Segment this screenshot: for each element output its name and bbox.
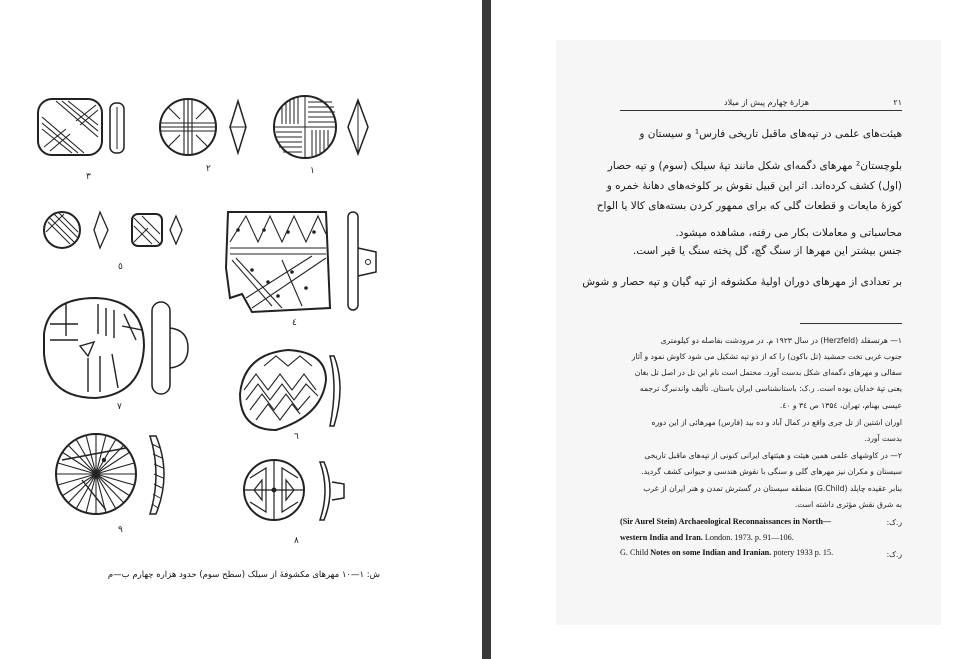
reference-title: Notes on some Indian and Iranian. — [650, 548, 772, 557]
footnote-line: سیستان و مکران نیز مهرهای گلی و سنگی با نقوش هندسی و حیوانی کشف گردید. — [641, 467, 902, 476]
footnote-line: بدست آورد. — [864, 434, 902, 443]
seal-7-drawing — [38, 294, 198, 404]
footnote-line: عیسی بهنام، تهران، ۱۳۵٤ ص ۳٤ و ٤٠. — [779, 401, 902, 410]
figure-number-6: ٦ — [294, 432, 299, 442]
reference-line-1 — [620, 517, 831, 526]
paragraph-line: بر تعدادی از مهرهای دوران اولیهٔ مکشوفه از تپه گیان و تپه حصار و شوش — [582, 276, 902, 288]
running-header — [620, 98, 902, 111]
running-title: هزارهٔ چهارم پیش از میلاد — [724, 98, 809, 107]
seal-2-drawing — [158, 97, 253, 159]
reference-author: G. Child — [620, 548, 651, 557]
seal-9-drawing — [52, 430, 192, 522]
reference-title: western India and Iran. — [620, 533, 703, 542]
figure-number-5: ٥ — [118, 262, 123, 272]
footnote-line: بنابر عقیده چایلد (G.Child) منطقه سیستان در گسترش تمدن و هنر ایران از غرب — [643, 484, 902, 493]
figure-number-4: ٤ — [292, 318, 297, 328]
paragraph-line: بلوچستان² مهرهای دگمه‌ای شکل مانند تپهٔ سیلک (سوم) و تپه حصار — [607, 160, 902, 172]
seal-6-drawing — [234, 346, 354, 436]
figure-number-9: ٩ — [118, 525, 123, 535]
footnote-line: سفالی و مهرهای دگمه‌ای شکل بدست آورد. محتمل است نام این تل در اصل تل بغان — [634, 368, 902, 377]
footnote-line: به شرق نقش مؤثری داشته است. — [794, 500, 902, 509]
page-number: ٢١ — [893, 98, 902, 107]
reference-details: potery 1933 p. 15. — [771, 548, 834, 557]
reference-details: London. 1973. p. 91—106. — [702, 533, 794, 542]
reference-rk-2: ر.ک: — [886, 550, 902, 559]
footnote-line: ۲— در کاوشهای علمی همین هیئت و هیئتهای ایرانی کنونی از تپه‌های ماقبل تاریخی — [644, 451, 902, 460]
paragraph-line: جنس بیشتر این مهرها از سنگ گچ، گل پخته سنگ یا قیر است. — [632, 245, 902, 257]
figure-number-1: ١ — [310, 166, 315, 176]
reference-rk-1: ر.ک: — [886, 518, 902, 527]
paragraph-line: محاسباتی و معاملات بکار می رفته، مشاهده میشود. — [675, 227, 902, 239]
figure-number-8: ٨ — [294, 536, 299, 546]
paragraph-line: (اول) کشف کرده‌اند. اثر این قبیل نقوش بر کلوخه‌های دهانهٔ خمره و — [606, 180, 902, 192]
reference-line-2 — [620, 533, 794, 542]
seal-5-drawing — [42, 206, 187, 256]
figure-number-7: ٧ — [117, 402, 122, 412]
reference-line-3 — [620, 548, 833, 557]
left-page — [0, 0, 482, 659]
seal-3-drawing — [36, 97, 126, 159]
footnote-line: اوران اشتین از تل جری واقع در کمال آباد و ده بید (فارس) مهرهائی از این دوره — [651, 418, 902, 427]
reference-title: (Sir Aurel Stein) Archaeological Reconnaissances in North— — [620, 517, 832, 526]
footnote-line: جنوب غربی تخت جمشید (تل باکون) را که از دو تپه تشکیل می شود کاوش نمود و آثار — [631, 352, 902, 361]
figure-number-3: ٣ — [86, 172, 91, 182]
footnote-rule — [800, 323, 902, 324]
figure-caption: ش: ١—١٠ مهرهای مکشوفهٔ از سیلک (سطح سوم) حدود هزاره چهارم ب—م — [107, 570, 380, 580]
seal-4-drawing — [222, 208, 382, 318]
page-gutter — [482, 0, 491, 659]
footnote-line: ۱— هرتسفلد (Herzfeld) در سال ۱۹۲۳ م. در مرودشت بفاصله دو کیلومتری — [660, 336, 902, 345]
figure-number-2: ٢ — [206, 164, 211, 174]
seal-1-drawing — [272, 94, 372, 160]
paragraph-line: کوزهٔ مایعات و قطعات گلی که برای ممهور کردن بسته‌های کالا یا الواح — [596, 200, 902, 212]
footnote-line: یعنی تپهٔ خدایان بوده است. ر.ک: باستانشناسی ایران باستان. تألیف واندنبرگ ترجمه — [639, 384, 902, 393]
paragraph-line: هیئت‌های علمی در تپه‌های ماقبل تاریخی فارس¹ و سیستان و — [639, 128, 902, 140]
seal-8-drawing — [240, 454, 360, 534]
